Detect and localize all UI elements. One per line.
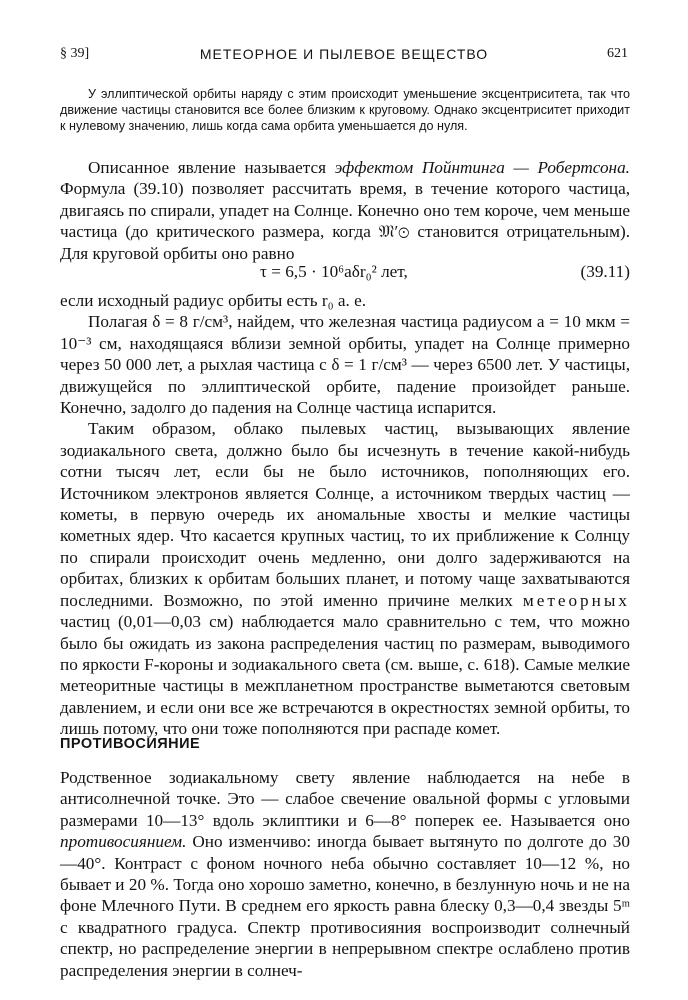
paragraph-text — [60, 157, 630, 264]
paragraph-continuation: если исходный радиус орбиты есть r₀ а. е. — [60, 291, 367, 310]
text-run: Оно изменчиво: иногда бывает вытянуто по долготе до 30—40°. Контраст с фоном ночного неба обычно составляет 10—12 %, но бывает и 20 %. Тогда оно хорошо заметно, конечно, в безлунную ночь и не на фоне Млечного Пути. В среднем его яркость равна блеску 0,3—0,4 звезды 5ᵐ с квадратного градуса. Спектр противосияния воспроизводит солнечный спектр, но распределение энергии в непрерывном спектре ослаблено против распределения энергии в солнеч- — [60, 832, 630, 980]
emphasis-term: эффектом Пойнтинга — Робертсона. — [334, 158, 630, 177]
paragraph-gegenschein — [60, 767, 630, 981]
section-heading: ПРОТИВОСИЯНИЕ — [60, 736, 201, 752]
paragraph-sources — [60, 418, 630, 739]
paragraph-block-main — [60, 290, 630, 740]
emphasis-term: противосиянием. — [60, 832, 187, 852]
page-number: 621 — [607, 46, 628, 61]
paragraph-text — [60, 767, 630, 981]
small-print-paragraph: У эллиптической орбиты наряду с этим происходит уменьшение эксцентриситета, так что движение частицы становится все более близким к круговому. Однако эксцентриситет приходит к нулевому значению, лишь когда сама орбита уменьшается до нуля. — [60, 87, 630, 133]
text-run: Формула (39.10) позволяет рассчитать время, в течение которого частица, двигаясь по спирали, упадет на Солнце. Конечно оно тем короче, чем меньше частица (до критического размера, когда 𝔐′⊙ становится отрицательным). Для круговой орбиты оно равно — [60, 179, 630, 263]
paragraph-example: Полагая δ = 8 г/см³, найдем, что железная частица радиусом a = 10 мкм = 10⁻³ см, находящаяся вблизи земной орбиты, упадет на Солнце примерно через 50 000 лет, а рыхлая частица с δ = 1 г/см³ — через 6500 лет. У частицы, движущейся по эллиптической орбите, падение произойдет раньше. Конечно, задолго до падения на Солнце частица испарится. — [60, 312, 630, 418]
section-number: § 39] — [60, 46, 90, 61]
text-run: Таким образом, облако пылевых частиц, вызывающих явление зодиакального света, должно было бы исчезнуть в течение какой-нибудь сотни тысяч лет, если бы не было источников, пополняющих его. Источником электронов является Солнце, а источником твердых частиц — кометы, в первую очередь их аномальные хвосты и мелкие частицы кометных ядер. Что касается крупных частиц, то их приближение к Солнцу по спирали происходит очень медленно, они долго задерживаются на орбитах, близких к орбитам больших планет, и потому чаще захватываются последними. Возможно, по этой именно причине мелких — [60, 419, 630, 610]
running-header — [60, 46, 628, 70]
formula-expression: τ = 6,5 · 10⁶aδr₀² лет, — [260, 262, 408, 281]
running-title: МЕТЕОРНОЕ И ПЫЛЕВОЕ ВЕЩЕСТВО — [199, 46, 489, 62]
text-run: частиц (0,01—0,03 см) наблюдается мало сравнительно с тем, что можно было бы ожидать из закона распределения частиц по размерам, выводимого по яркости F-короны и зодиакального света (см. выше, с. 618). Самые мелкие метеоритные частицы в межпланетном пространстве выметаются световым давлением, и если они все же встречаются в окрестностях земной орбиты, то лишь потому, что они тоже пополняются при распаде комет. — [60, 612, 630, 739]
text-run: Описанное явление называется — [88, 158, 335, 177]
paragraph-poynting-robertson — [60, 157, 630, 264]
equation-number: (39.11) — [580, 262, 630, 281]
text-run: Родственное зодиакальному свету явление наблюдается на небе в антисолнечной точке. Это — слабое свечение овальной формы с угловыми размерами 10—13° вдоль эклиптики и 6—8° поперек ее. Называется оно — [60, 768, 630, 830]
spaced-term: метеорных — [522, 590, 630, 610]
formula-39-11 — [60, 262, 630, 284]
